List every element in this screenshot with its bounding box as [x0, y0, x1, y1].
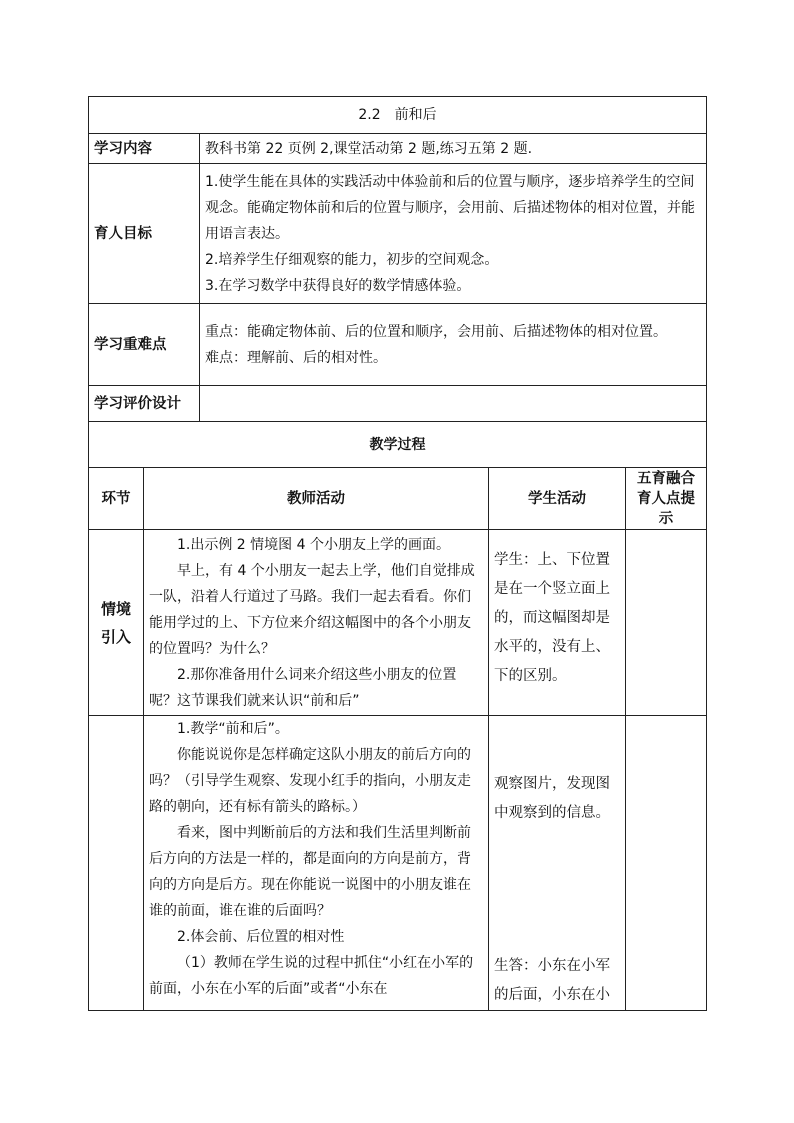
teacher-activity-cell	[144, 530, 489, 716]
stage-cell	[89, 530, 144, 716]
key-point-item: 重点：能确定物体前、后的位置和顺序，会用前、后描述物体的相对位置。	[205, 323, 667, 340]
process-header-row	[89, 468, 707, 530]
goal-item: 3.在学习数学中获得良好的数学情感体验。	[205, 277, 471, 294]
evaluation-label: 学习评价设计	[89, 386, 200, 422]
teacher-paragraph: 看来，图中判断前后的方法和我们生活里判断前后方向的方法是一样的，都是面向的方向是前方，背向的方向是后方。现在你能说一说图中的小朋友谁在谁的前面，谁在谁的后面吗？	[149, 825, 471, 919]
process-title: 教学过程	[89, 422, 707, 468]
five-education-header-line: 五育融合	[637, 470, 696, 487]
lesson-title: 2.2 前和后	[89, 97, 707, 134]
teacher-paragraph: 2.体会前、后位置的相对性	[177, 929, 345, 945]
stage-name-line: 情境	[100, 599, 131, 618]
process-row-intro	[89, 530, 707, 716]
five-education-cell	[626, 530, 707, 716]
key-points-value	[200, 304, 707, 386]
goals-value	[200, 164, 707, 304]
teacher-activity-header: 教师活动	[144, 468, 489, 530]
student-activity-text: 观察图片，发现图中观察到的信息。	[494, 776, 610, 821]
student-activity-content	[494, 716, 620, 1010]
five-education-cell	[626, 716, 707, 1011]
teacher-paragraph: 你能说说你是怎样确定这队小朋友的前后方向的吗？（引导学生观察、发现小红手的指向，小朋友走路的朝向，还有标有箭头的路标。）	[149, 747, 471, 815]
goal-item: 1.使学生能在具体的实践活动中体验前和后的位置与顺序，逐步培养学生的空间观念。能确定物体前和后的位置与顺序，会用前、后描述物体的相对位置，并能用语言表达。	[205, 173, 695, 242]
key-point-item: 难点：理解前、后的相对性。	[205, 349, 387, 366]
goal-item: 2.培养学生仔细观察的能力，初步的空间观念。	[205, 251, 499, 268]
content-value: 教科书第 22 页例 2,课堂活动第 2 题,练习五第 2 题.	[200, 134, 707, 164]
content-row	[89, 134, 707, 164]
content-label: 学习内容	[89, 134, 200, 164]
process-row-new	[89, 716, 707, 1011]
teacher-paragraph: 早上，有 4 个小朋友一起去上学，他们自觉排成一队，沿着人行道过了马路。我们一起去看看。你们能用学过的上、下方位来介绍这幅图中的各个小朋友的位置吗？为什么？	[149, 563, 475, 657]
teacher-paragraph: 2.那你准备用什么词来介绍这些小朋友的位置呢？这节课我们就来认识“前和后”	[149, 667, 457, 709]
lesson-plan-page	[88, 96, 706, 1011]
goals-row	[89, 164, 707, 304]
stage-cell	[89, 716, 144, 1011]
teacher-paragraph: 1.出示例 2 情境图 4 个小朋友上学的画面。	[177, 537, 450, 553]
five-education-header	[626, 468, 707, 530]
student-activity-cell	[489, 716, 626, 1011]
goals-label: 育人目标	[89, 164, 200, 304]
key-points-label: 学习重难点	[89, 304, 200, 386]
teacher-paragraph: 1.教学“前和后”。	[177, 721, 289, 737]
process-title-row	[89, 422, 707, 468]
five-education-header-line: 示	[658, 510, 674, 527]
five-education-header-line: 育人点提	[637, 490, 696, 507]
teacher-activity-content	[149, 716, 483, 1010]
title-row	[89, 97, 707, 134]
teacher-paragraph: （1）教师在学生说的过程中抓住“小红在小军的前面，小东在小军的后面”或者“小东在	[149, 955, 474, 997]
lesson-plan-table	[88, 96, 707, 1011]
key-points-row	[89, 304, 707, 386]
student-activity-header: 学生活动	[489, 468, 626, 530]
teacher-activity-cell	[144, 716, 489, 1011]
stage-name-line: 引入	[100, 627, 131, 646]
stage-header: 环节	[89, 468, 144, 530]
evaluation-value	[200, 386, 707, 422]
student-activity-text: 生答：小东在小军的后面，小东在小	[494, 958, 610, 1003]
student-activity-cell: 学生：上、下位置是在一个竖立面上的，而这幅图却是水平的，没有上、下的区别。	[489, 530, 626, 716]
evaluation-row	[89, 386, 707, 422]
